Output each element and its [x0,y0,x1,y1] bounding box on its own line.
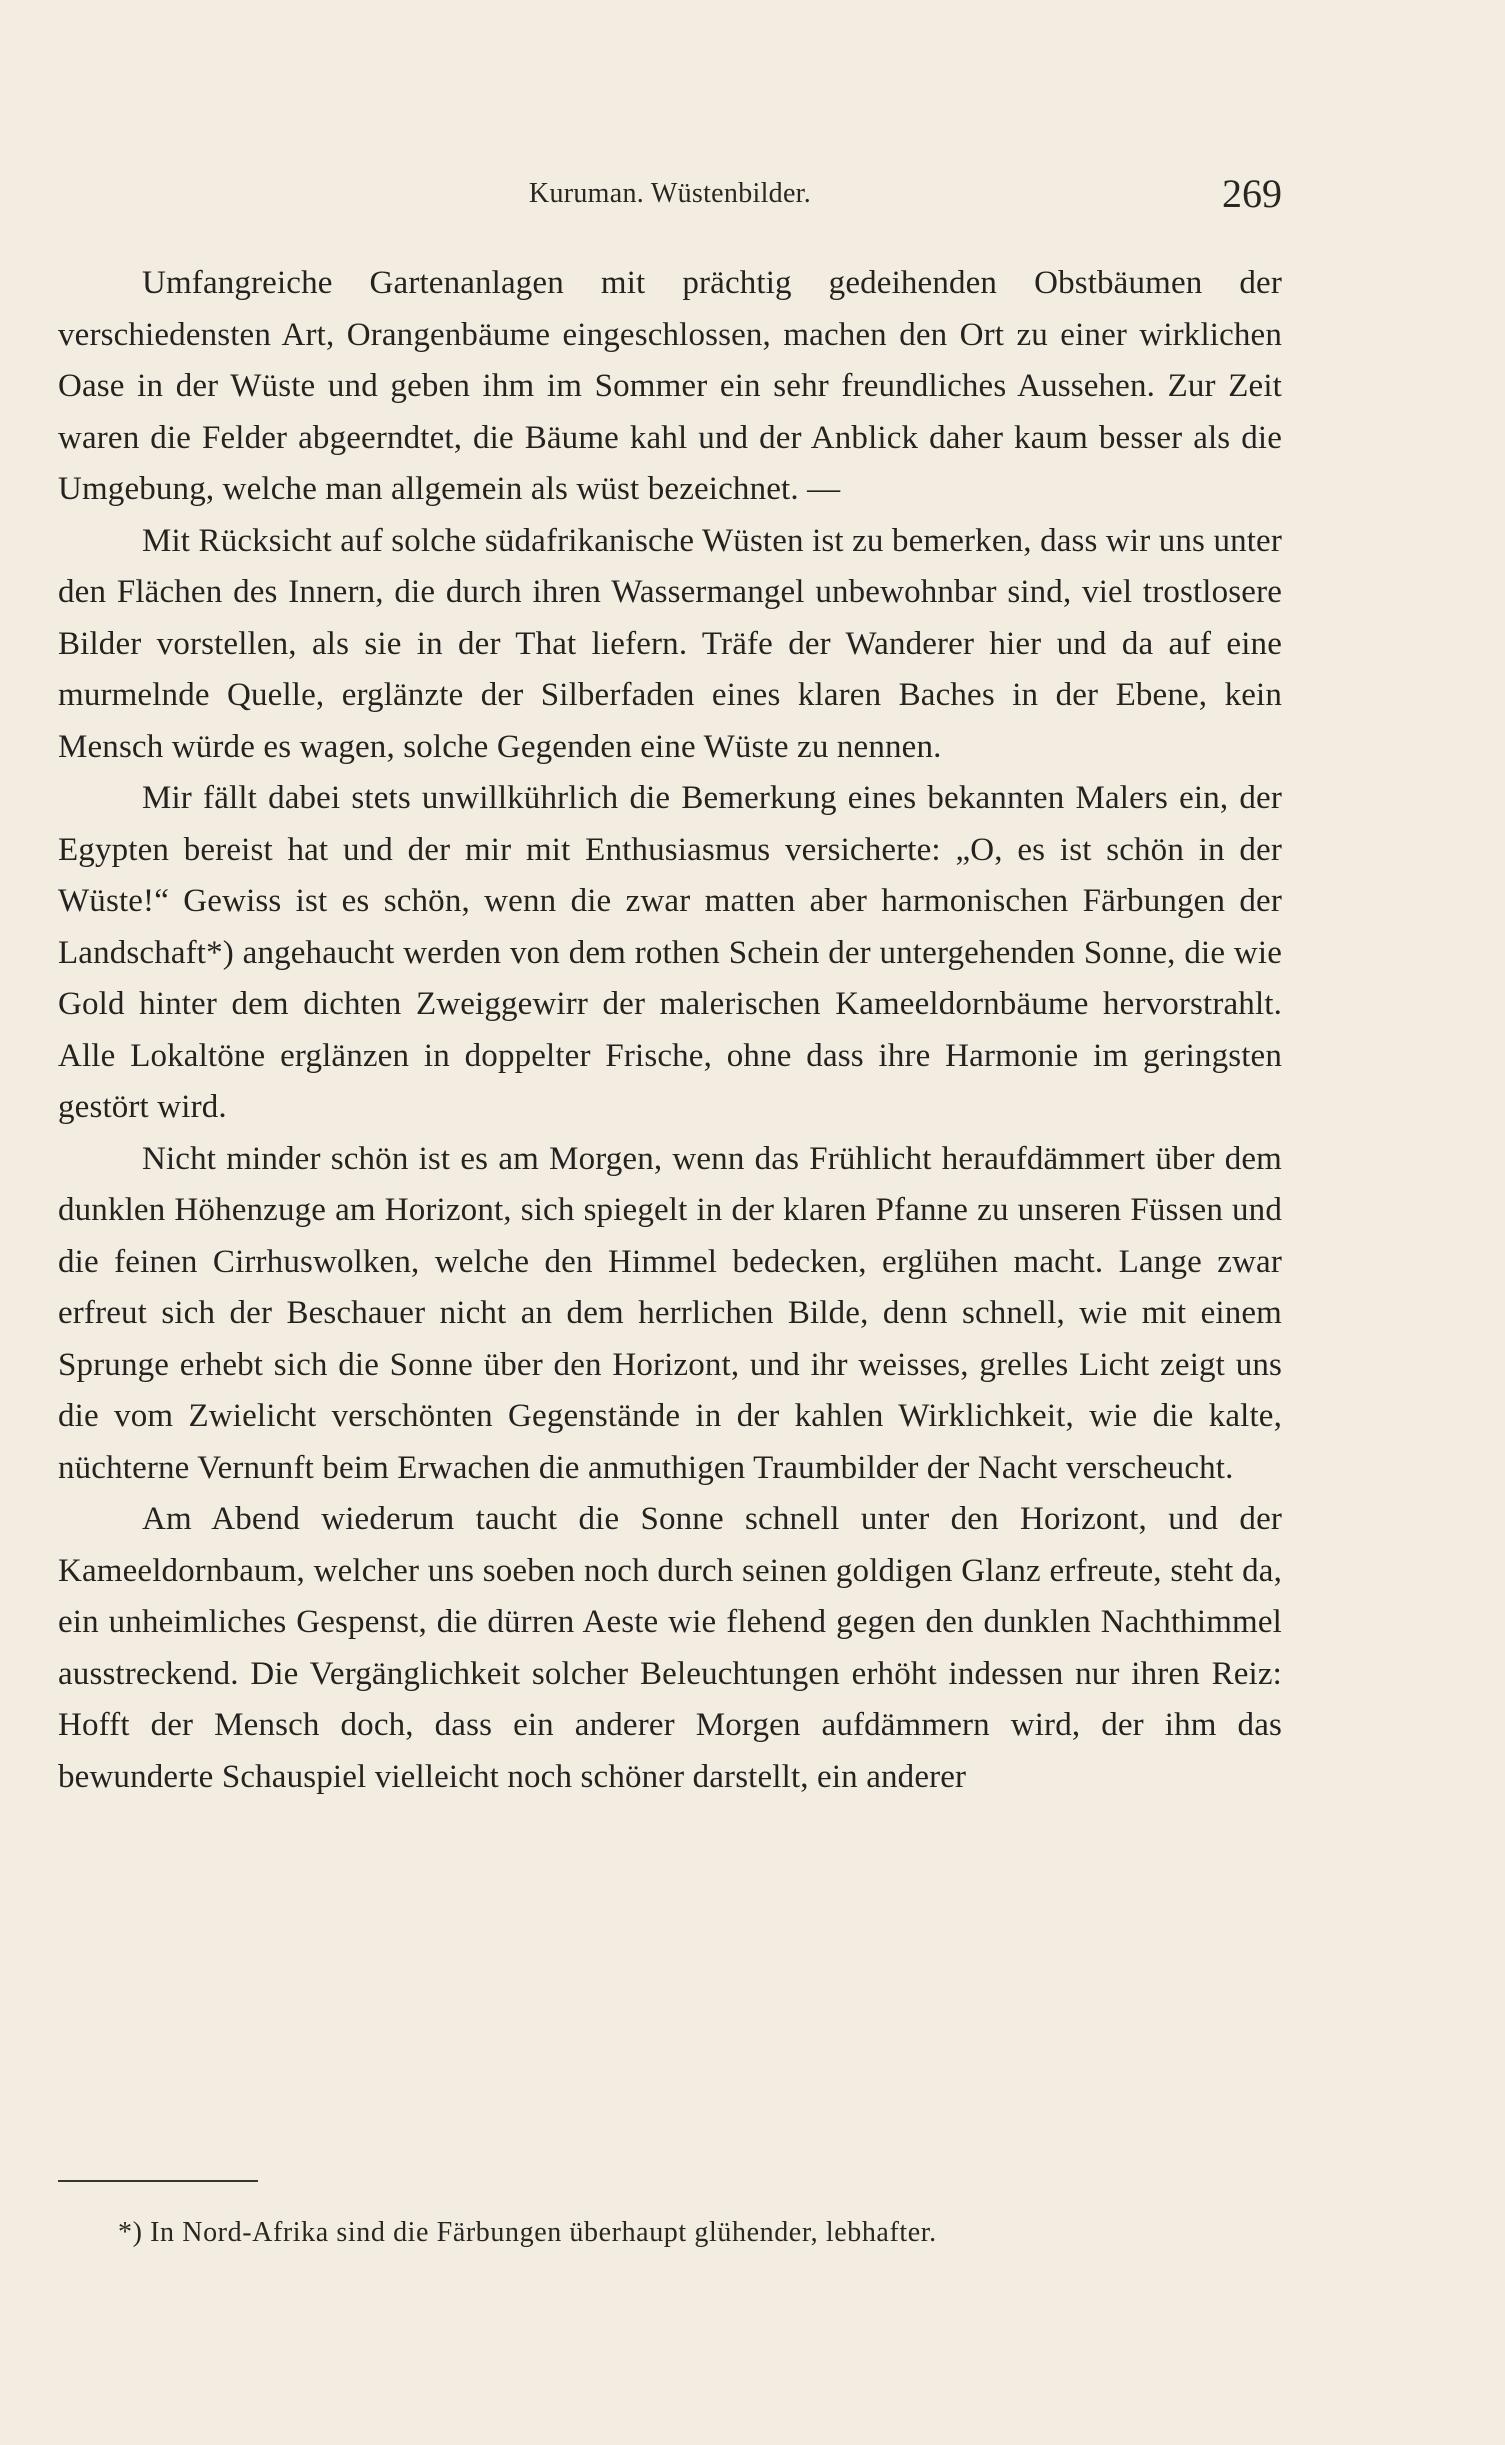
paragraph: Umfangreiche Gartenanlagen mit prächtig gedeihenden Obstbäumen der verschiedensten Art, Orangenbäume eingeschlossen, machen den Ort zu einer wirklichen Oase in der Wüste und geben ihm im Sommer ein sehr freundliches Aussehen. Zur Zeit waren die Felder abgeerndtet, die Bäume kahl und der Anblick daher kaum besser als die Umgebung, welche man allgemein als wüst bezeichnet. — [58,265,1282,507]
running-title: Kuruman. Wüstenbilder. [528,178,812,209]
page-number: 269 [1222,171,1282,216]
body-text [58,258,1282,1803]
running-head [58,170,1282,220]
paragraph: Mit Rücksicht auf solche südafrikanische Wüsten ist zu bemerken, dass wir uns unter den Flächen des Innern, die durch ihren Wassermangel unbewohnbar sind, viel trostlosere Bilder vorstellen, als sie in der That liefern. Träfe der Wanderer hier und da auf eine murmelnde Quelle, erglänzte der Silberfaden eines klaren Baches in der Ebene, kein Mensch würde es wagen, solche Gegenden eine Wüste zu nennen. [58,522,1282,765]
paragraph: Nicht minder schön ist es am Morgen, wenn das Frühlicht heraufdämmert über dem dunklen Höhenzuge am Horizont, sich spiegelt in der klaren Pfanne zu unseren Füssen und die feinen Cirrhuswolken, welche den Himmel bedecken, erglühen macht. Lange zwar erfreut sich der Beschauer nicht an dem herrlichen Bilde, denn schnell, wie mit einem Sprunge erhebt sich die Sonne über den Horizont, und ihr weisses, grelles Licht zeigt uns die vom Zwielicht verschönten Gegenstände in der kahlen Wirklichkeit, wie die kalte, nüchterne Vernunft beim Erwachen die anmuthigen Traumbilder der Nacht verscheucht. [58,1140,1282,1486]
footnote-divider [58,2180,258,2182]
paragraph: Am Abend wiederum taucht die Sonne schnell unter den Horizont, und der Kameeldornbaum, welcher uns soeben noch durch seinen goldigen Glanz erfreute, steht da, ein unheimliches Gespenst, die dürren Aeste wie flehend gegen den dunklen Nachthimmel ausstreckend. Die Vergänglichkeit solcher Beleuchtungen erhöht indessen nur ihren Reiz: Hofft der Mensch doch, dass ein anderer Morgen aufdämmern wird, der ihm das bewunderte Schauspiel vielleicht noch schöner darstellt, ein anderer [58,1501,1282,1795]
paragraph: Mir fällt dabei stets unwillkührlich die Bemerkung eines bekannten Malers ein, der Egypten bereist hat und der mir mit Enthusiasmus versicherte: „O, es ist schön in der Wüste!“ Gewiss ist es schön, wenn die zwar matten aber harmonischen Färbungen der Landschaft*) angehaucht werden von dem rothen Schein der untergehenden Sonne, die wie Gold hinter dem dichten Zweiggewirr der malerischen Kameeldornbäume hervorstrahlt. Alle Lokaltöne erglänzen in doppelter Frische, ohne dass ihre Harmonie im geringsten gestört wird. [58,780,1282,1125]
footnote: *) In Nord-Afrika sind die Färbungen überhaupt glühender, lebhafter. [118,2217,937,2248]
